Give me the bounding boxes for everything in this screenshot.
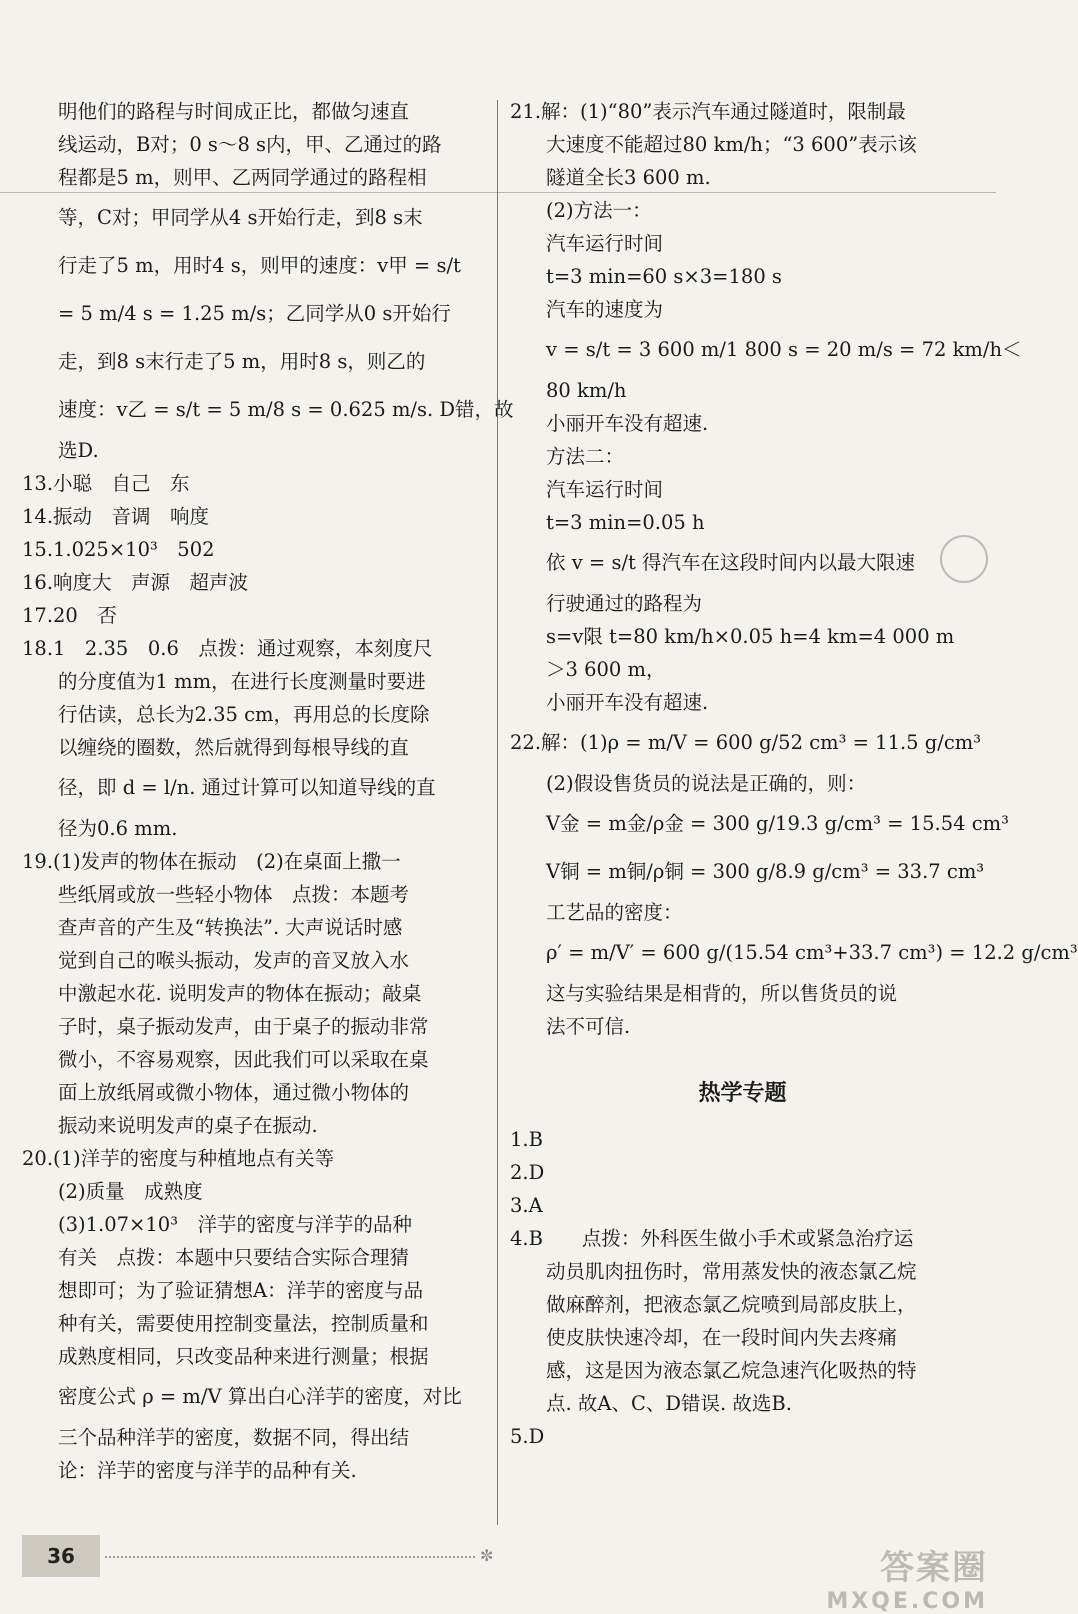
text-line: 行估读，总长为2.35 cm，再用总的长度除 — [58, 703, 430, 726]
text-line: V铜 = m铜/ρ铜 = 300 g/8.9 g/cm³ = 33.7 cm³ — [546, 860, 985, 883]
text-line: 这与实验结果是相背的，所以售货员的说 — [546, 982, 898, 1005]
right-column — [510, 95, 1078, 1453]
text-line: 觉到自己的喉头振动，发声的音叉放入水 — [58, 949, 410, 972]
footer-ornament-icon: ✼ — [480, 1546, 494, 1565]
answer-4: 4.B 点拨：外科医生做小手术或紧急治疗运 — [510, 1227, 914, 1250]
column-divider — [497, 100, 498, 1525]
answer-18: 18.1 2.35 0.6 点拨：通过观察，本刻度尺 — [22, 637, 433, 660]
page-number: 36 — [22, 1535, 100, 1577]
watermark-url: MXQE.COM — [826, 1589, 988, 1614]
text-line: 工艺品的密度： — [546, 901, 683, 924]
text-line: 80 km/h — [546, 379, 627, 402]
text-line: 线运动，B对；0 s～8 s内，甲、乙通过的路 — [58, 133, 442, 156]
answer-16: 16.响度大 声源 超声波 — [22, 571, 249, 594]
text-line: 小丽开车没有超速. — [546, 412, 709, 435]
answer-15: 15.1.025×10³ 502 — [22, 538, 215, 561]
text-line: s=v限 t=80 km/h×0.05 h=4 km=4 000 m — [546, 625, 955, 648]
answer-17: 17.20 否 — [22, 604, 117, 627]
answer-5: 5.D — [510, 1425, 545, 1448]
text-line: 有关 点拨：本题中只要结合实际合理猜 — [58, 1246, 410, 1269]
text-line: 子时，桌子振动发声，由于桌子的振动非常 — [58, 1015, 429, 1038]
answer-20: 20.(1)洋芋的密度与种植地点有关等 — [22, 1147, 335, 1170]
text-line: 汽车的速度为 — [546, 298, 664, 321]
text-line: 想即可；为了验证猜想A：洋芋的密度与品 — [58, 1279, 424, 1302]
text-line: 明他们的路程与时间成正比，都做匀速直 — [58, 100, 410, 123]
text-line: 论：洋芋的密度与洋芋的品种有关. — [58, 1459, 357, 1482]
text-line: 走，到8 s末行走了5 m，用时8 s，则乙的 — [58, 350, 426, 373]
text-line: 感，这是因为液态氯乙烷急速汽化吸热的特 — [546, 1359, 917, 1382]
text-line: 做麻醉剂，把液态氯乙烷喷到局部皮肤上， — [546, 1293, 917, 1316]
text-line: 三个品种洋芋的密度，数据不同，得出结 — [58, 1426, 410, 1449]
answer-13: 13.小聪 自己 东 — [22, 472, 190, 495]
text-line: 行驶通过的路程为 — [546, 592, 703, 615]
text-line: 小丽开车没有超速. — [546, 691, 709, 714]
text-line: 动员肌肉扭伤时，常用蒸发快的液态氯乙烷 — [546, 1260, 917, 1283]
text-line: 法不可信. — [546, 1015, 631, 1038]
text-line: (2)方法一： — [546, 199, 652, 222]
text-line: ρ′ = m/V′ = 600 g/(15.54 cm³+33.7 cm³) = 12.2 g/cm³ — [546, 941, 1078, 964]
text-line: t=3 min=0.05 h — [546, 511, 705, 534]
text-line: 径，即 d = l/n. 通过计算可以知道导线的直 — [58, 776, 436, 799]
text-line: 大速度不能超过80 km/h；“3 600”表示该 — [546, 133, 917, 156]
text-line: 面上放纸屑或微小物体，通过微小物体的 — [58, 1081, 410, 1104]
text-line: 的分度值为1 mm，在进行长度测量时要进 — [58, 670, 426, 693]
text-line: 成熟度相同，只改变品种来进行测量；根据 — [58, 1345, 429, 1368]
text-line: v = s/t = 3 600 m/1 800 s = 20 m/s = 72 km/h＜ — [546, 338, 1022, 361]
watermark-logo — [826, 1540, 988, 1614]
text-line: (2)质量 成熟度 — [58, 1180, 203, 1203]
text-line: 振动来说明发声的桌子在振动. — [58, 1114, 318, 1137]
answer-21: 21.解：(1)“80”表示汽车通过隧道时，限制最 — [510, 100, 906, 123]
text-line: 行走了5 m，用时4 s，则甲的速度：v甲 = s/t — [58, 254, 461, 277]
text-line: 使皮肤快速冷却，在一段时间内失去疼痛 — [546, 1326, 898, 1349]
answer-22: 22.解：(1)ρ = m/V = 600 g/52 cm³ = 11.5 g/cm³ — [510, 731, 982, 754]
text-line: 中激起水花. 说明发声的物体在振动；敲桌 — [58, 982, 422, 1005]
text-line: 选D. — [58, 439, 99, 462]
text-line: 隧道全长3 600 m. — [546, 166, 711, 189]
text-line: 汽车运行时间 — [546, 478, 664, 501]
text-line: 等，C对；甲同学从4 s开始行走，到8 s末 — [58, 206, 423, 229]
text-line: = 5 m/4 s = 1.25 m/s；乙同学从0 s开始行 — [58, 302, 451, 325]
section-title: 热学专题 — [698, 1080, 787, 1106]
watermark-stamp-icon — [940, 535, 988, 583]
answer-19: 19.(1)发声的物体在振动 (2)在桌面上撒一 — [22, 850, 401, 873]
text-line: (2)假设售货员的说法是正确的，则： — [546, 772, 867, 795]
text-line: t=3 min=60 s×3=180 s — [546, 265, 782, 288]
text-line: 汽车运行时间 — [546, 232, 664, 255]
text-line: 微小，不容易观察，因此我们可以采取在桌 — [58, 1048, 429, 1071]
watermark-title: 答案圈 — [880, 1548, 988, 1588]
text-line: 点. 故A、C、D错误. 故选B. — [546, 1392, 792, 1415]
text-line: 查声音的产生及“转换法”. 大声说话时感 — [58, 916, 403, 939]
text-line: 程都是5 m，则甲、乙两同学通过的路程相 — [58, 166, 427, 189]
text-line: 依 v = s/t 得汽车在这段时间内以最大限速 — [546, 551, 916, 574]
left-column — [22, 95, 514, 1487]
text-line: 密度公式 ρ = m/V 算出白心洋芋的密度，对比 — [58, 1385, 462, 1408]
answer-3: 3.A — [510, 1194, 543, 1217]
answer-1: 1.B — [510, 1128, 543, 1151]
text-line: V金 = m金/ρ金 = 300 g/19.3 g/cm³ = 15.54 cm³ — [546, 812, 1009, 835]
text-line: 以缠绕的圈数，然后就得到每根导线的直 — [58, 736, 410, 759]
text-line: 些纸屑或放一些轻小物体 点拨：本题考 — [58, 883, 410, 906]
answer-2: 2.D — [510, 1161, 545, 1184]
text-line: 径为0.6 mm. — [58, 817, 178, 840]
answer-14: 14.振动 音调 响度 — [22, 505, 210, 528]
text-line: 种有关，需要使用控制变量法，控制质量和 — [58, 1312, 429, 1335]
text-line: 速度：v乙 = s/t = 5 m/8 s = 0.625 m/s. D错，故 — [58, 398, 514, 421]
text-line: ＞3 600 m， — [546, 658, 666, 681]
footer-dotted-line — [105, 1556, 475, 1558]
text-line: 方法二： — [546, 445, 625, 468]
text-line: (3)1.07×10³ 洋芋的密度与洋芋的品种 — [58, 1213, 413, 1236]
